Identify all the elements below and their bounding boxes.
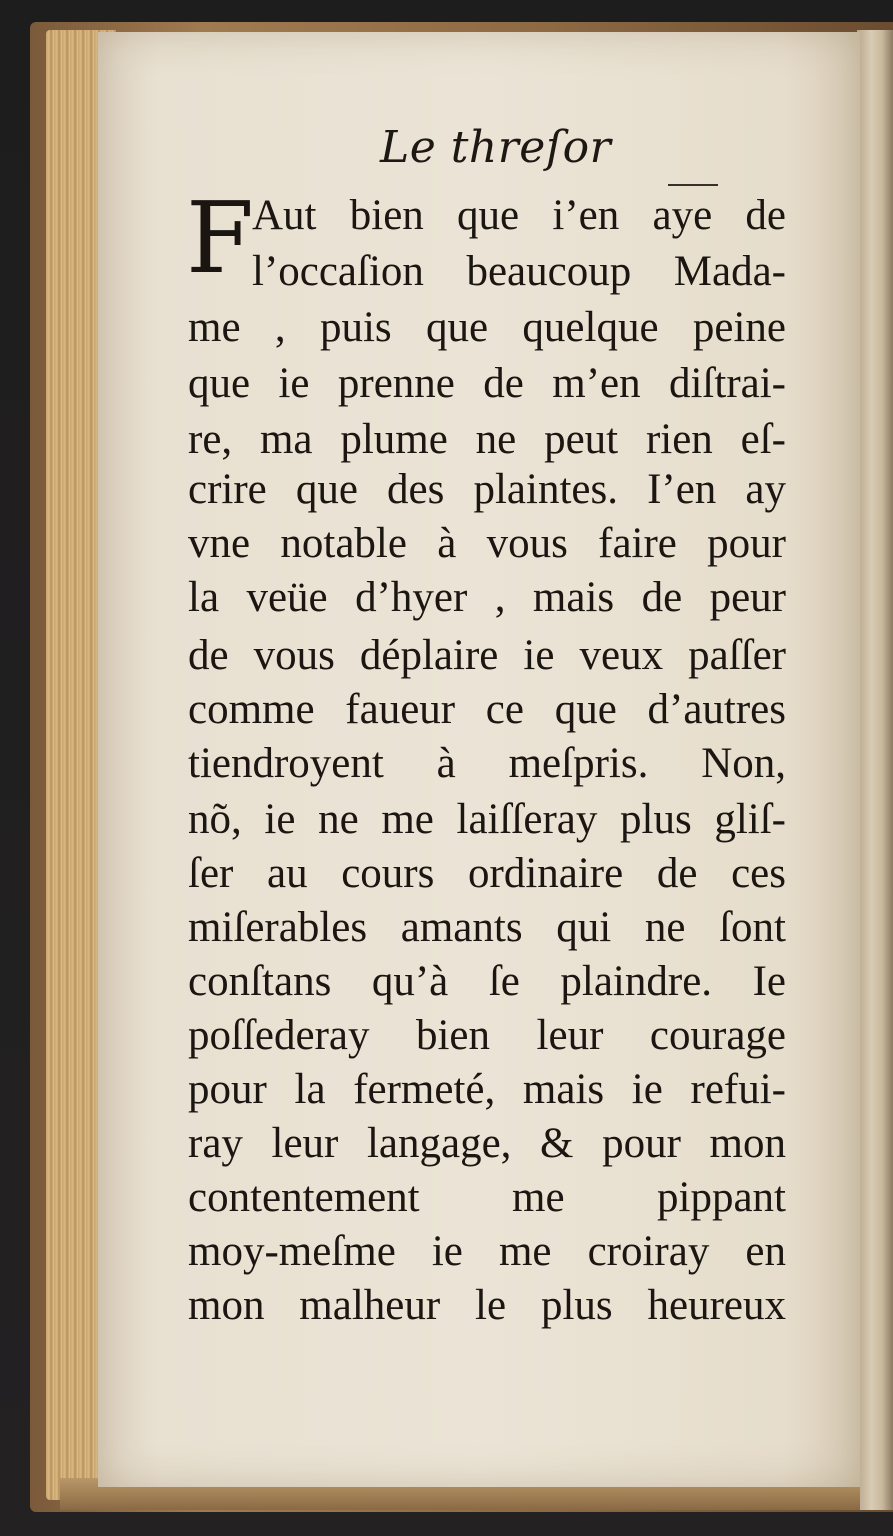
text-line: me , puis que quelque peine (188, 304, 786, 351)
text-line: poſſederay bien leur courage (188, 1012, 786, 1059)
text-line: la veüe d’hyer , mais de peur (188, 574, 786, 621)
text-line: crire que des plaintes. I’en ay (188, 466, 786, 513)
drop-cap: F (186, 182, 254, 296)
text-line: re, ma plume ne peut rien eſ- (188, 416, 786, 463)
running-header: Le threſor (380, 122, 612, 173)
text-line: vne notable à vous faire pour (188, 520, 786, 567)
text-line: pour la fermeté, mais ie refui- (188, 1066, 786, 1113)
text-line: conſtans qu’à ſe plaindre. Ie (188, 958, 786, 1005)
text-line: que ie prenne de m’en diſtrai- (188, 360, 786, 407)
text-line: Aut bien que i’en aye de (252, 192, 786, 239)
text-line: mon malheur le plus heureux (188, 1282, 786, 1329)
text-line: ray leur langage, & pour mon (188, 1120, 786, 1167)
text-line: comme faueur ce que d’autres (188, 686, 786, 733)
text-line: ſer au cours ordinaire de ces (188, 850, 786, 897)
text-line: contentement me pippant (188, 1174, 786, 1221)
text-line: moy-meſme ie me croiray en (188, 1228, 786, 1275)
text-line: nõ, ie ne me laiſſeray plus gliſ- (188, 796, 786, 843)
text-line: miſerables amants qui ne ſont (188, 904, 786, 951)
text-line: l’occaſion beaucoup Mada- (252, 248, 786, 295)
text-line: tiendroyent à meſpris. Non, (188, 740, 786, 787)
text-line: de vous déplaire ie veux paſſer (188, 632, 786, 679)
